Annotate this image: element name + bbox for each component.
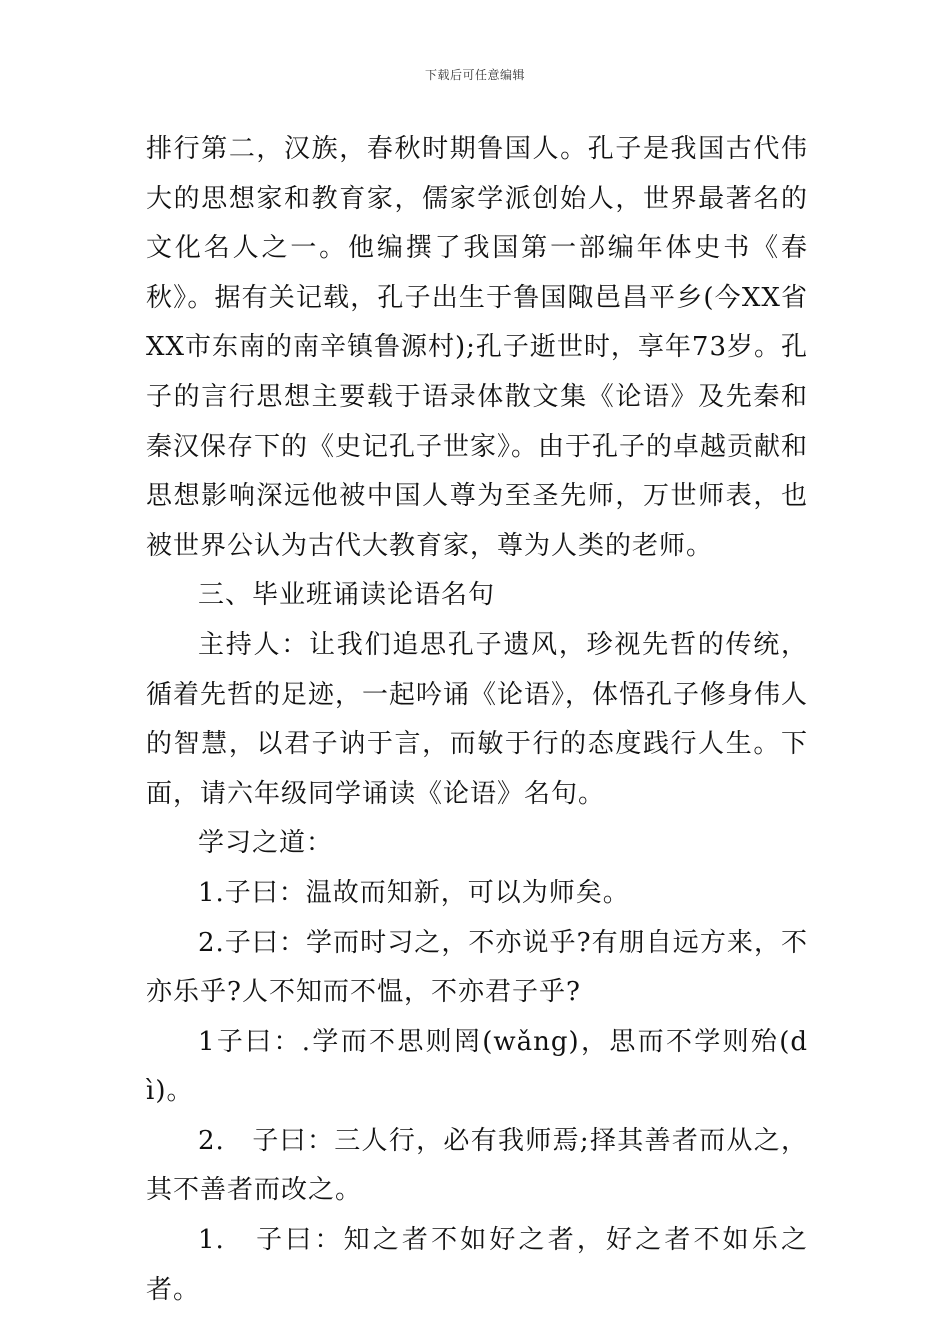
quote-item: 1. 子曰：知之者不如好之者，好之者不如乐之者。 [146,1225,808,1305]
quote-item: 1.子曰：温故而知新，可以为师矣。 [198,877,630,908]
quote-item: 2. 子曰：三人行，必有我师焉;择其善者而从之，其不善者而改之。 [146,1125,808,1206]
section-heading: 三、毕业班诵读论语名句 [198,580,496,611]
paragraph-host-speech: 主持人：让我们追思孔子遗风，珍视先哲的传统，循着先哲的足迹，一起吟诵《论语》，体悟孔子修身伟人的智慧，以君子讷于言，而敏于行的态度践行人生。下面，请六年级同学诵读《论语》名句。 [146,629,809,809]
document-body [146,125,808,1315]
page-header-note: 下载后可任意编辑 [424,68,525,82]
paragraph-biography: 排行第二，汉族，春秋时期鲁国人。孔子是我国古代伟大的思想家和教育家，儒家学派创始人，世界最著名的文化名人之一。他编撰了我国第一部编年体史书《春秋》。据有关记载，孔子出生于鲁国陬邑昌平乡(今XX省XX市东南的南辛镇鲁源村);孔子逝世时，享年73岁。孔子的言行思想主要载于语录体散文集《论语》及先秦和秦汉保存下的《史记孔子世家》。由于孔子的卓越贡献和思想影响深远他被中国人尊为至圣先师，万世师表，也被世界公认为古代大教育家，尊为人类的老师。 [146,134,809,561]
quote-item: 2.子曰：学而时习之，不亦说乎?有朋自远方来，不亦乐乎?人不知而不愠，不亦君子乎? [146,927,808,1008]
subheading-study: 学习之道： [198,828,334,859]
quote-item: 1子曰：.学而不思则罔(wǎng)，思而不学则殆(dì)。 [146,1026,808,1107]
